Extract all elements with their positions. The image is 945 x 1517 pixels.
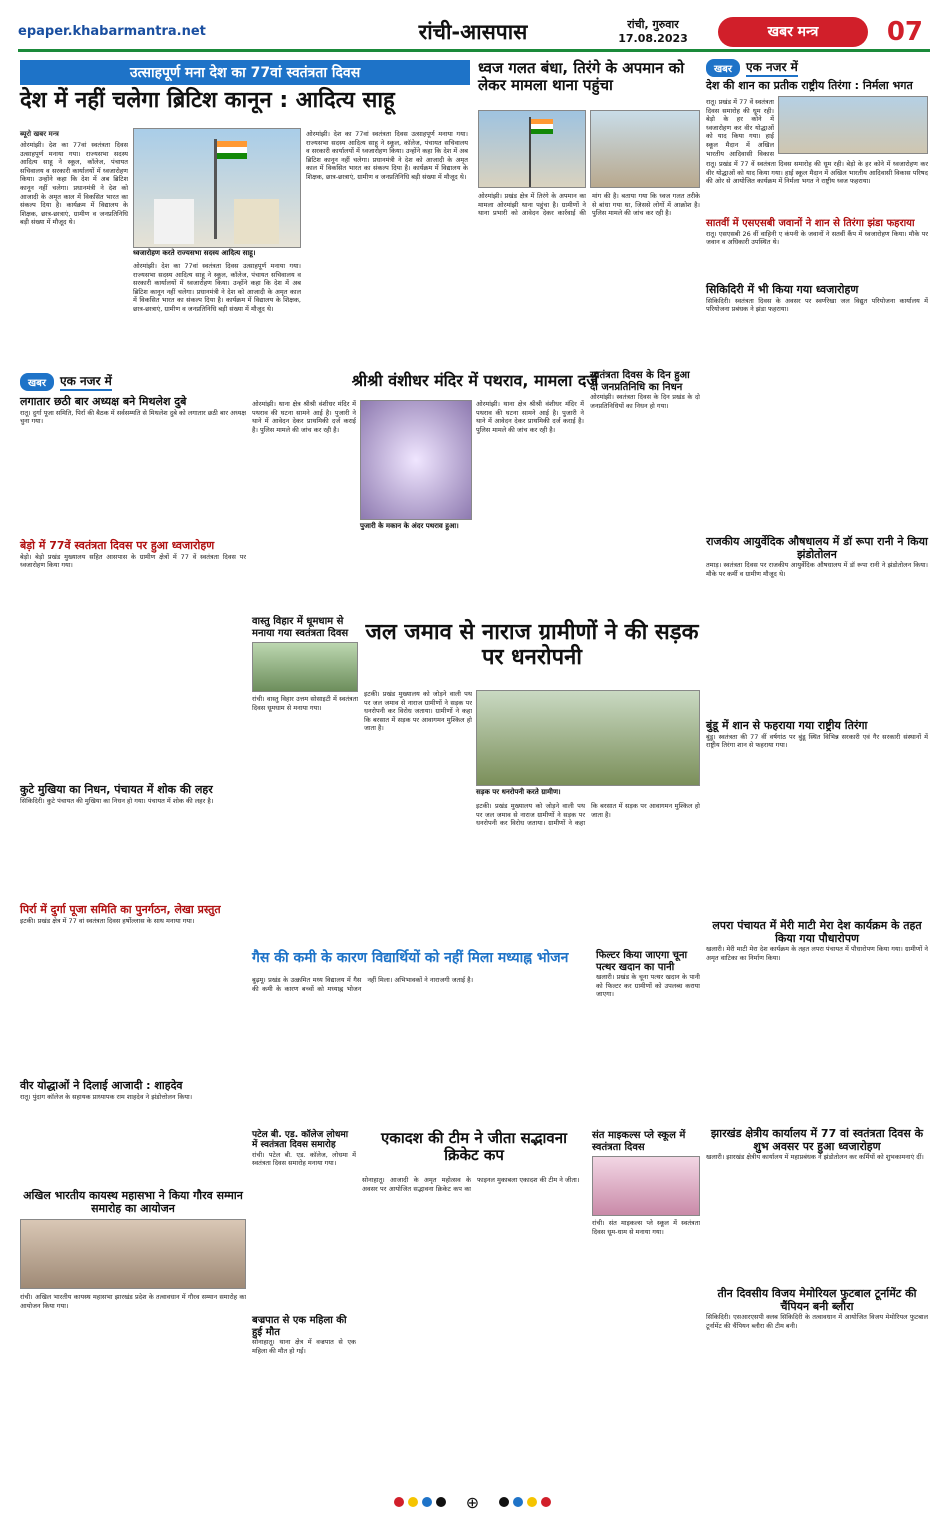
left-item-headline: अखिल भारतीय कायस्थ महासभा ने किया गौरव सम्मान समारोह का आयोजन [23,1189,243,1215]
left-item-headline: बेड़ो में 77वें स्वतंत्रता दिवस पर हुआ ध्वजारोहण [20,539,215,552]
left-item-body: बेड़ो। बेड़ो प्रखंड मुख्यालय सहित आसपास के ग्रामीण क्षेत्रों में 77 वें स्वतंत्रता दिवस पर ध्वजारोहण किया गया। [20,552,246,570]
color-mark [527,1497,537,1507]
right-item [706,218,928,276]
mid-small-item [590,370,700,593]
left-item-headline: कुटे मुखिया का निधन, पंचायत में शोक की लहर [20,783,213,796]
right-item [706,920,928,1125]
cricket-body: सोनाहातू। आजादी के अमृत महोत्सव के अवसर पर आयोजित सद्भावना क्रिकेट कप का फाइनल मुकाबला एकादश की टीम ने जीता। [362,1176,580,1193]
right-top-body: रातू। प्रखंड में 77 वें स्वतंत्रता दिवस समारोह की धूम रही। बेड़ो के हर कोने में ध्वजारोहण कर वीर योद्धाओं को याद किया गया। हाई स्कूल मैदान में अखिल भारतीय आदिवासी विकास [706,98,774,158]
left-item [20,784,246,897]
road-headline: जल जमाव से नाराज ग्रामीणों ने की सड़क पर धनरोपनी [365,620,699,671]
patel-story [252,1130,356,1301]
lead-body: ओरमांझी। देश का 77वां स्वतंत्रता दिवस उत्साहपूर्ण मनाया गया। राज्यसभा सदस्य आदित्य साहू ने स्कूल, कॉलेज, पंचायत सचिवालय व सरकारी कार्यालयों में ध्वजारोहण किया। उन्होंने कहा कि देश में अब ब्रिटिश कानून नहीं चलेगा। प्रधानमंत्री ने देश को आजादी के अमृत काल में विकसित भारत का संकल्प दिया है। कार्यक्रम में विद्यालय के शिक्षक, छात्र-छात्राएं, ग्रामीण व जनप्रतिनिधि बड़ी संख्या में मौजूद थे। [20,141,128,227]
right-item-headline: राजकीय आयुर्वेदिक औषधालय में डॉ रूपा रानी ने किया झंडोतोलन [706,535,928,561]
left-item-headline: वीर योद्धाओं ने दिलाई आजादी : शाहदेव [20,1079,183,1092]
right-top-body-cont: रातू। प्रखंड में 77 वें स्वतंत्रता दिवस समारोह की धूम रही। बेड़ो के हर कोने में ध्वजारोहण कर वीर योद्धाओं को याद किया गया। हाई स्कूल मैदान में अखिल भारतीय आदिवासी विकास परिषद की ओर से आयोजित कार्यक्रम में निर्मला भगत ने राष्ट्रीय ध्वज फहराया। [706,160,928,186]
right-tag [706,58,798,77]
left-tag-name: एक नजर में [60,372,112,391]
lead-byline: ब्यूरो खबर मन्त्र [20,130,59,138]
right-item-headline: बुंडू में शान से फहराया गया राष्ट्रीय तिरंगा [706,719,868,732]
color-mark [422,1497,432,1507]
left-tag [20,372,112,391]
filter-story [596,950,700,1123]
left-item-headline: लगातार छठी बार अध्यक्ष बने मिथलेश दुबे [20,395,187,408]
group-photo [20,1219,246,1289]
temple-headline: श्रीश्री वंशीधर मंदिर में पथराव, मामला दर्ज [351,371,599,390]
lead-text-col-1 [20,130,128,365]
right-item-body: खलारी। झारखंड क्षेत्रीय कार्यालय में महाप्रबंधक ने झंडोतोलन कर कर्मियों को शुभकामनाएं दीं। [706,1153,924,1162]
left-item [20,1080,246,1185]
michael-headline: संत माइकल्स प्ले स्कूल में स्वतंत्रता दिवस [592,1130,686,1153]
right-item-headline: सिकिदिरी में भी किया गया ध्वजारोहण [706,283,859,296]
right-item-headline: झारखंड क्षेत्रीय कार्यालय में 77 वां स्वतंत्रता दिवस के शुभ अवसर पर हुआ ध्वजारोहण [710,1127,924,1153]
issue-date: 17.08.2023 [618,31,688,45]
right-item-headline: तीन दिवसीय विजय मेमोरियल फुटबाल टूर्नामेंट की चैंपियन बनी ब्लौरा [717,1287,917,1313]
flag-photo-2 [590,110,700,188]
right-item-headline: लपरा पंचायत में मेरी माटी मेरा देश कार्यक्रम के तहत किया गया पौधारोपण [712,919,922,945]
lead-band: उत्साहपूर्ण मना देश का 77वां स्वतंत्रता दिवस [20,60,470,85]
right-item-body: तमाड़। स्वतंत्रता दिवस पर राजकीय आयुर्वेदिक औषधालय में डॉ रूपा रानी ने झंडोतोलन किया। मौके पर कर्मी व ग्रामीण मौजूद थे। [706,561,928,578]
date-block [598,18,708,46]
left-tag-key: खबर [20,373,54,391]
right-top-headline: देश की शान का प्रतीक राष्ट्रीय तिरंगा : निर्मला भगत [706,79,913,92]
logo-text: खबर मन्त्र [767,24,819,40]
color-mark [408,1497,418,1507]
left-item-headline: पिर्रा में दुर्गा पूजा समिति का पुनर्गठन, लेखा प्रस्तुत [20,903,221,916]
flag-body: ओरमांझी। प्रखंड क्षेत्र में तिरंगे के अपमान का मामला ओरमांझी थाना पहुंचा है। ग्रामीणों ने थाना प्रभारी को आवेदन देकर कार्रवाई की मांग की है। बताया गया कि ध्वज गलत तरीके से बांधा गया था, जिससे लोगों में आक्रोश है। पुलिस मामले की जांच कर रही है। [478,192,700,218]
color-mark [513,1497,523,1507]
city-day: रांची, गुरुवार [627,17,679,31]
left-item-body: रातू। दुर्गा पूजा समिति, पिर्रा की बैठक में सर्वसम्मति से मिथलेश दुबे को लगातार छठी बार अध्यक्ष चुना गया। [20,408,246,426]
section-title: रांची-आसपास [418,19,528,44]
gas-body: बुढ़मू। प्रखंड के उत्क्रमित मध्य विद्यालय में गैस की कमी के कारण बच्चों को मध्याह्न भोजन नहीं मिला। अभिभावकों ने नाराजगी जताई है। [252,976,474,993]
right-top-photo [778,96,928,154]
lead-photo-caption: ध्वजारोहण करते राज्यसभा सदस्य आदित्य साहू। [133,249,301,258]
vastu-photo [252,642,358,692]
michael-body: रांची। संत माइकल्स प्ले स्कूल में स्वतंत्रता दिवस धूम-धाम से मनाया गया। [592,1219,700,1236]
flag-photo-1 [478,110,586,188]
temple-body: ओरमांझी। थाना क्षेत्र श्रीश्री वंशीधर मंदिर में पथराव की घटना सामने आई है। पुजारी ने थाने में आवेदन देकर प्राथमिकी दर्ज कराई है। पुलिस मामले की जांच कर रही है। [252,400,356,434]
crosshair-icon: ⊕ [465,1492,480,1512]
patel-headline: पटेल बी. एड. कॉलेज लोधमा में स्वतंत्रता दिवस समारोह [252,1130,349,1151]
michael-photo [592,1156,700,1216]
brand-logo [718,17,868,47]
right-item-body: खलारी। मेरी माटी मेरा देश कार्यक्रम के तहत लपरा पंचायत में पौधारोपण किया गया। ग्रामीणों ने अमृत वाटिका का निर्माण किया। [706,945,928,962]
right-item-body: सिकिदिरी। एसआरएसपी क्लब सिकिदिरी के तत्वावधान में आयोजित विजय मेमोरियल फुटबाल टूर्नामेंट की चैंपियन ब्लौरा की टीम बनी। [706,1313,928,1330]
cricket-headline: एकादश की टीम ने जीता सद्भावना क्रिकेट कप [381,1129,567,1165]
right-item [706,536,928,701]
right-item [706,720,928,913]
lead-body-cont-2: ओरमांझी। देश का 77वां स्वतंत्रता दिवस उत्साहपूर्ण मनाया गया। राज्यसभा सदस्य आदित्य साहू ने स्कूल, कॉलेज, पंचायत सचिवालय व सरकारी कार्यालयों में ध्वजारोहण किया। उन्होंने कहा कि देश में अब ब्रिटिश कानून नहीं चलेगा। प्रधानमंत्री ने देश को आजादी के अमृत काल में विकसित भारत का संकल्प दिया है। कार्यक्रम में विद्यालय के शिक्षक, छात्र-छात्राएं, ग्रामीण व जनप्रतिनिधि बड़ी संख्या में मौजूद थे। [133,262,301,313]
right-item [706,1128,928,1277]
color-mark [541,1497,551,1507]
right-item-headline: सातवीं में एसएसबी जवानों ने शान से तिरंगा झंडा फहराया [706,218,915,229]
road-body-cont: इटकी। प्रखंड मुख्यालय को जोड़ने वाली पथ पर जल जमाव से नाराज ग्रामीणों ने सड़क पर धनरोपनी कर विरोध जताया। ग्रामीणों ने कहा कि बरसात में सड़क पर आवागमन मुश्किल हो जाता है। [476,802,700,828]
left-item [20,904,246,1073]
left-item-body: सिकिदिरी। कुटे पंचायत की मुखिया का निधन हो गया। पंचायत में शोक की लहर है। [20,796,214,805]
michael-story [592,1130,700,1469]
road-photo [476,690,700,786]
left-item [20,1190,246,1443]
mid-small-item [252,616,358,915]
temple-photo [360,400,472,520]
temple-photo-caption: पुजारी के मकान के अंदर पथराव हुआ। [360,522,472,531]
road-body: इटकी। प्रखंड मुख्यालय को जोड़ने वाली पथ पर जल जमाव से नाराज ग्रामीणों ने सड़क पर धनरोपनी कर विरोध जताया। ग्रामीणों ने कहा कि बरसात में सड़क पर आवागमन मुश्किल हो जाता है। [364,690,472,733]
lead-photo [133,128,301,248]
right-tag-key: खबर [706,59,740,77]
flag-pole-illustration [479,111,586,188]
snake-headline: बज्रपात से एक महिला की हुई मौत [252,1315,347,1338]
left-item-body: रांची। अखिल भारतीय कायस्थ महासभा झारखंड प्रदेश के तत्वावधान में गौरव सम्मान समारोह का आयोजन किया गया। [20,1293,246,1310]
color-mark [499,1497,509,1507]
color-mark [436,1497,446,1507]
mid-small-body: ओरमांझी। स्वतंत्रता दिवस के दिन प्रखंड के दो जनप्रतिनिधियों का निधन हो गया। [590,393,700,410]
page-number: 07 [886,16,923,47]
color-mark [394,1497,404,1507]
mid-small-headline: स्वतंत्रता दिवस के दिन हुआ दो जनप्रतिनिधि का निधन [590,370,690,393]
mid-small-headline: वास्तु विहार में धूमधाम से मनाया गया स्वतंत्रता दिवस [252,616,349,639]
road-photo-caption: सड़क पर धनरोपनी करते ग्रामीण। [476,788,700,797]
right-item-body: सिकिदिरी। स्वतंत्रता दिवस के अवसर पर स्वर्णरेखा जल विद्युत परियोजना कार्यालय में परियोजना प्रबंधक ने झंडा फहराया। [706,296,928,314]
right-item-body: रातू। एसएसबी 26 वीं वाहिनी ए कंपनी के जवानों ने सतवीं कैंप में ध्वजारोहण किया। मौके पर जवान व अधिकारी उपस्थित थे। [706,229,928,247]
right-tag-name: एक नजर में [746,58,798,77]
masthead [18,14,930,52]
footer-registration-marks [0,1490,945,1514]
patel-body: रांची। पटेल बी. एड. कॉलेज, लोधमा में स्वतंत्रता दिवस समारोह मनाया गया। [252,1150,356,1168]
filter-body: खलारी। प्रखंड के चूना पत्थर खदान के पानी को फिल्टर कर ग्रामीणों को उपलब्ध कराया जाएगा। [596,973,700,999]
left-item [20,396,246,533]
left-item-body: रातू। पुंदाग कॉलेज के सहायक प्राध्यापक राम शाहदेव ने झंडोत्तोलन किया। [20,1092,193,1101]
snake-body: सोनाहातू। थाना क्षेत्र में वज्रपात से एक महिला की मौत हो गई। [252,1338,356,1355]
gas-headline: गैस की कमी के कारण विद्यार्थियों को नहीं मिला मध्याह्न भोजन [252,950,569,966]
filter-headline: फिल्टर किया जाएगा चूना पत्थर खदान का पानी [596,950,688,973]
temple-body-cont: ओरमांझी। थाना क्षेत्र श्रीश्री वंशीधर मंदिर में पथराव की घटना सामने आई है। पुजारी ने थाने में आवेदन देकर प्राथमिकी दर्ज कराई है। पुलिस मामले की जांच कर रही है। [476,400,584,434]
right-item [706,284,928,447]
right-item-body: बुंडू। स्वतंत्रता की 77 वीं वर्षगांठ पर बुंडू स्थित विभिन्न सरकारी एवं गैर सरकारी संस्थानों में राष्ट्रीय तिरंगा शान से फहराया गया। [706,732,928,750]
left-item-body: इटकी। प्रखंड क्षेत्र में 77 वां स्वतंत्रता दिवस हर्षोल्लास के साथ मनाया गया। [20,916,195,925]
site-url[interactable]: epaper.khabarmantra.net [18,24,206,39]
mid-small-body: रांची। वास्तु विहार उत्तम सोसाइटी में स्वतंत्रता दिवस धूमधाम से मनाया गया। [252,695,358,712]
flag-headline: ध्वज गलत बंधा, तिरंगे के अपमान को लेकर मामला थाना पहुंचा [478,59,685,95]
right-item [706,1288,928,1483]
left-item [20,540,246,777]
lead-body-cont: ओरमांझी। देश का 77वां स्वतंत्रता दिवस उत्साहपूर्ण मनाया गया। राज्यसभा सदस्य आदित्य साहू ने स्कूल, कॉलेज, पंचायत सचिवालय व सरकारी कार्यालयों में ध्वजारोहण किया। उन्होंने कहा कि देश में अब ब्रिटिश कानून नहीं चलेगा। प्रधानमंत्री ने देश को आजादी के अमृत काल में विकसित भारत का संकल्प दिया है। कार्यक्रम में विद्यालय के शिक्षक, छात्र-छात्राएं, ग्रामीण व जनप्रतिनिधि बड़ी संख्या में मौजूद थे। [306,130,468,181]
lead-headline: देश में नहीं चलेगा ब्रिटिश कानून : आदित्य साहू [20,88,395,113]
snake-story [252,1315,356,1458]
flag-hoisting-illustration [134,129,301,248]
